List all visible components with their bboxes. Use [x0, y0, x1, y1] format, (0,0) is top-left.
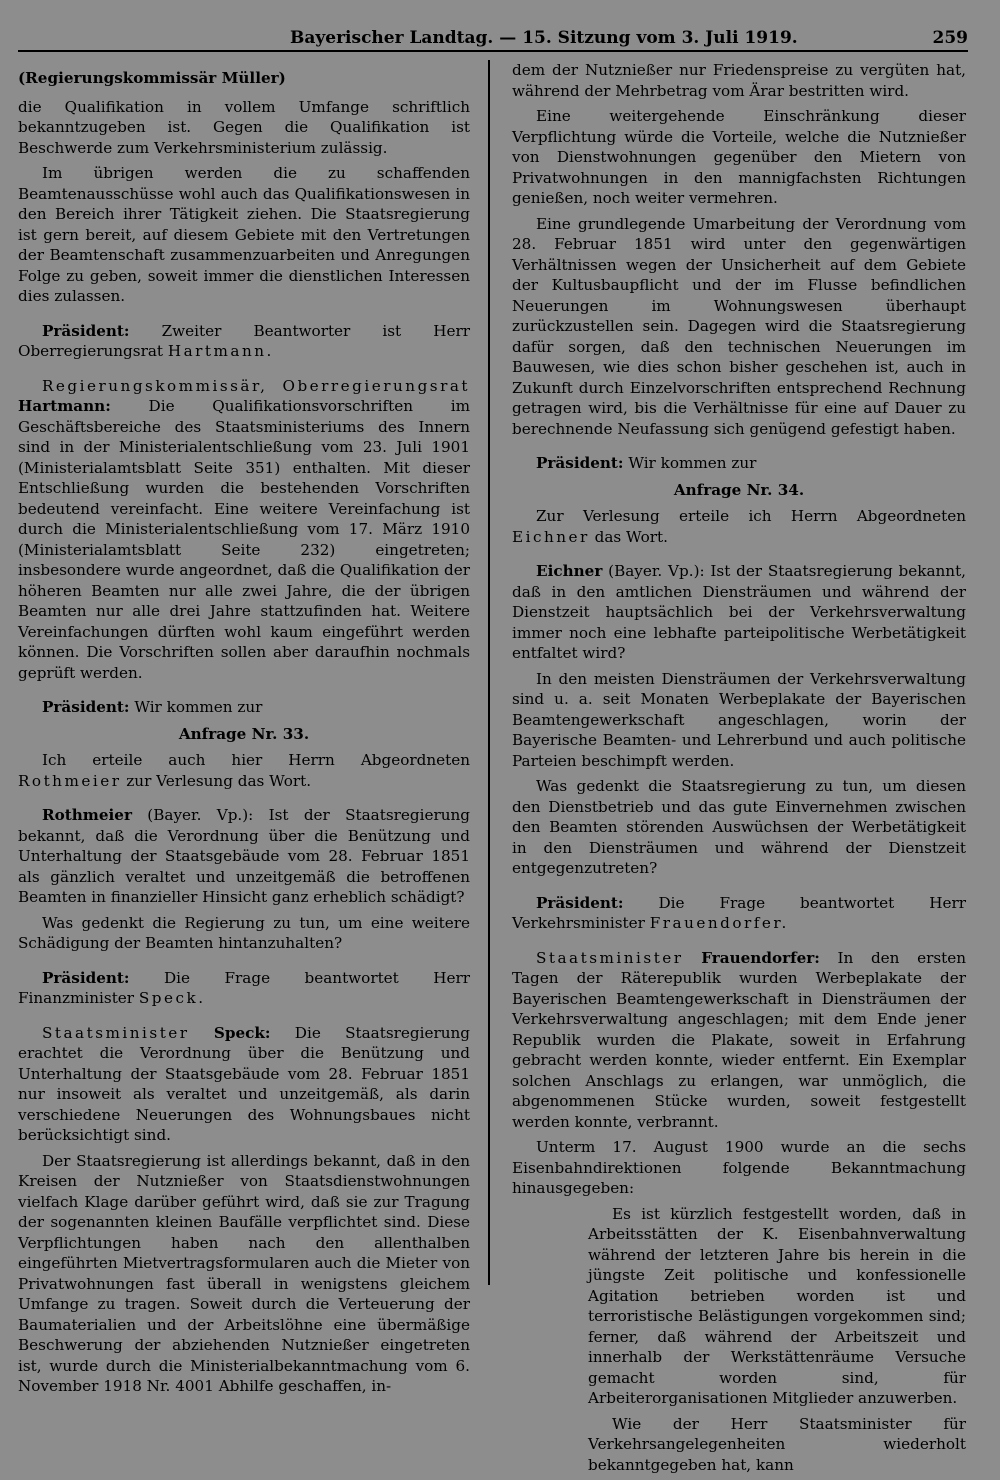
column-divider [488, 60, 490, 1285]
paragraph: Was gedenkt die Staatsregierung zu tun, um diesen den Dienstbetrieb und das gute Einvernehmen zwischen den Beamten störenden Auswüchsen der Werbetätigkeit in den Diensträumen und während der Dienstzeit entgegenzutreten? [512, 777, 966, 877]
paragraph: Was gedenkt die Regierung zu tun, um eine weitere Schädigung der Beamten hintanzuhalten? [18, 913, 470, 952]
speaker: Präsident: [536, 893, 624, 912]
speaker-role: Staatsminister [42, 1023, 190, 1042]
speaker-name: Speck. [138, 989, 206, 1007]
speaker: Speck: [213, 1023, 271, 1042]
paragraph: Der Staatsregierung ist allerdings bekannt, daß in den Kreisen der Nutznießer von Staatsdienstwohnungen vielfach Klage darüber geführt wird, daß sie zur Tragung der sogenannten kleinen Baufälle verpflichtet sind. Diese Verpflichtungen haben nach den allenthalben eingeführten Mietvertragsformularen auch die Mieter von Privatwohnungen fast überall in wenigstens gleichem Umfange zu tragen. Soweit durch die Verteuerung der Baumaterialien und der Arbeitslöhne eine übermäßige Beschwerung der abziehenden Nutznießer eingetreten ist, wurde durch die Ministerialbekanntmachung vom 6. November 1918 Nr. 4001 Abhilfe geschaffen, in- [18, 1151, 470, 1395]
paragraph-text: Die Qualifikationsvorschriften im Geschäftsbereiche des Staatsministeriums des Innern sind in der Ministerialentschließung vom 23. Juli 1901 (Ministerialamtsblatt Seite 351) enthalten. Mit dieser Entschließung wurden die bestehenden Vorschriften bedeutend vereinfacht. Eine weitere Vereinfachung ist durch die Ministerialentschließung vom 17. März 1910 (Ministerialamtsblatt Seite 232) eingetreten; insbesondere wurde angeordnet, daß die Qualifikation der höheren Beamten nur alle zwei Jahre, die der übrigen Beamten nur alle drei Jahre stattzufinden hat. Weitere Vereinfachungen dürften wohl kaum eingeführt werden können. Die Vorschriften sollen aber daraufhin nochmals geprüft werden. [18, 397, 470, 682]
paragraph: die Qualifikation in vollem Umfange schriftlich bekanntzugeben ist. Gegen die Qualifikation ist Beschwerde zum Verkehrsministerium zulässig. [18, 97, 470, 157]
speaker: Frauendorfer: [701, 948, 820, 967]
paragraph-text: das Wort. [589, 527, 668, 546]
paragraph: dem der Nutznießer nur Friedenspreise zu vergüten hat, während der Mehrbetrag vom Ärar bestritten wird. [512, 61, 966, 100]
paragraph [18, 805, 470, 908]
speaker-name: Hartmann. [167, 342, 274, 360]
speaker: Präsident: [42, 321, 130, 340]
speaker: Hartmann: [18, 397, 111, 415]
paragraph [18, 1023, 470, 1146]
paragraph [18, 697, 470, 718]
paragraph: Eine grundlegende Umarbeitung der Verordnung vom 28. Februar 1851 wird unter den gegenwärtigen Verhältnissen wegen der Unsicherheit auf dem Gebiete der Kultusbaupflicht und der im Flusse befindlichen Neuerungen im Wohnungswesen überhaupt zurückzustellen sein. Dagegen wird die Staatsregierung dafür sorgen, daß den technischen Neuerungen im Bauwesen, wie dies schon bisher geschehen ist, auch in Zukunft durch Einzelvorschriften entsprechend Rechnung getragen wird, bis die Verhältnisse für eine auf Dauer zu berechnende Neufassung sich genügend gefestigt haben. [512, 214, 966, 438]
speaker-role: Staatsminister [536, 948, 684, 967]
paragraph-text: (Bayer. Vp.): Ist der Staatsregierung bekannt, daß in den amtlichen Diensträumen und während der Dienstzeit hauptsächlich bei der Verkehrsverwaltung immer noch eine lebhafte parteipolitische Werbetätigkeit entfaltet wird? [512, 562, 966, 662]
paragraph-text: Wir kommen zur [129, 698, 263, 716]
speaker-role: Regierungskommissär, Oberregierungsrat [42, 376, 470, 395]
anfrage-heading: Anfrage Nr. 34. [673, 480, 805, 499]
paragraph-text: In den ersten Tagen der Räterepublik wurden Werbeplakate der Bayerischen Beamtengewerkschaft in Diensträumen der Verkehrsverwaltung angeschlagen; mit dem Ende jener Republik wurden die Plakate, soweit in Erfahrung gebracht werden konnte, wieder entfernt. Ein Exemplar solchen Anschlags zu erlangen, war unmöglich, die abgenommenen Stücke wurden, soweit festgestellt werden konnte, verbrannt. [512, 948, 967, 1131]
paragraph: Unterm 17. August 1900 wurde an die sechs Eisenbahndirektionen folgende Bekanntmachung hinausgegeben: [512, 1138, 966, 1197]
left-column [18, 60, 470, 1402]
paragraph-text: Zur Verlesung erteile ich Herrn Abgeordneten [536, 507, 966, 525]
quoted-notice [588, 1204, 966, 1476]
paragraph [512, 561, 966, 664]
paragraph-text: Die Frage beantwortet Herr Finanzminister [18, 968, 470, 1007]
paragraph: Eine weitergehende Einschränkung dieser Verpflichtung würde die Vorteile, welche die Nutznießer von Dienstwohnungen gegenüber den Mietern von Privatwohnungen in den mannigfachsten Richtungen genießen, noch weiter vermehren. [512, 107, 966, 207]
paragraph-text: (Bayer. Vp.): Ist der Staatsregierung bekannt, daß die Verordnung über die Benützung und Unterhaltung der Staatsgebäude vom 28. Februar 1851 als gänzlich veraltet und unzeitgemäß die betroffenen Beamten in finanzieller Hinsicht ganz erheblich schädigt? [18, 806, 470, 906]
speaker: Präsident: [42, 968, 130, 987]
speaker-name: Rothmeier [18, 771, 122, 790]
paragraph [18, 321, 470, 362]
paragraph [512, 893, 966, 934]
speaker-name: Eichner [512, 527, 590, 546]
anfrage-heading: Anfrage Nr. 33. [178, 724, 310, 743]
paragraph-text: Ich erteile auch hier Herrn Abgeordneten [42, 751, 470, 769]
paragraph [512, 506, 966, 547]
speaker: Eichner [536, 562, 603, 580]
paragraph [18, 376, 470, 684]
paragraph: In den meisten Diensträumen der Verkehrsverwaltung sind u. a. seit Monaten Werbeplakate der Bayerischen Beamtengewerkschaft angeschlagen, worin der Bayerische Beamten- und Lehrerbund und auch politische Parteien beschimpft werden. [512, 669, 966, 770]
quote-paragraph: Es ist kürzlich festgestellt worden, daß in Arbeitsstätten der K. Eisenbahnverwaltung während der letzteren Jahre bis herein in die jüngste Zeit politische und konfessionelle Agitation betrieben worden ist und terroristische Belästigungen vorgekommen sind; ferner, daß während der Arbeitszeit und innerhalb der Werkstättenräume Versuche gemacht worden sind, für Arbeiterorganisationen Mitglieder anzuwerben. [588, 1204, 966, 1407]
speaker: Präsident: [42, 698, 130, 716]
speaker: Rothmeier [42, 806, 132, 824]
right-column [512, 60, 966, 1480]
paragraph-text: zur Verlesung das Wort. [121, 771, 312, 790]
header-rule [18, 50, 968, 52]
running-title: Bayerischer Landtag. — 15. Sitzung vom 3. Juli 1919. [290, 28, 798, 48]
paragraph-text: Die Staatsregierung erachtet die Verordnung über die Benützung und Unterhaltung der Staatsgebäude vom 28. Februar 1851 nur insoweit als veraltet und unzeitgemäß, als darin verschiedene Neuerungen des Wohnungsbaues nicht berücksichtigt sind. [18, 1023, 470, 1144]
page-number: 259 [932, 28, 968, 48]
paragraph-text: Die Frage beantwortet Herr Verkehrsminister [512, 893, 966, 932]
paragraph [18, 750, 470, 791]
paragraph-text: Zweiter Beantworter ist Herr Oberregierungsrat [18, 321, 470, 360]
quote-paragraph: Wie der Herr Staatsminister für Verkehrsangelegenheiten wiederholt bekanntgegeben hat, kann [588, 1414, 966, 1474]
speaker-name: Frauendorfer. [649, 914, 789, 932]
bracket-heading: (Regierungskommissär Müller) [18, 69, 286, 87]
speaker: Präsident: [536, 454, 624, 472]
paragraph [512, 948, 966, 1133]
paragraph-text: Wir kommen zur [623, 454, 757, 472]
paragraph: Im übrigen werden die zu schaffenden Beamtenausschüsse wohl auch das Qualifikationswesen in den Bereich ihrer Tätigkeit ziehen. Die Staatsregierung ist gern bereit, auf diesem Gebiete mit den Vertretungen der Beamtenschaft zusammenzuarbeiten und Anregungen Folge zu geben, soweit immer die dienstlichen Interessen dies zulassen. [18, 164, 470, 305]
paragraph [18, 968, 470, 1009]
paragraph [512, 453, 966, 474]
